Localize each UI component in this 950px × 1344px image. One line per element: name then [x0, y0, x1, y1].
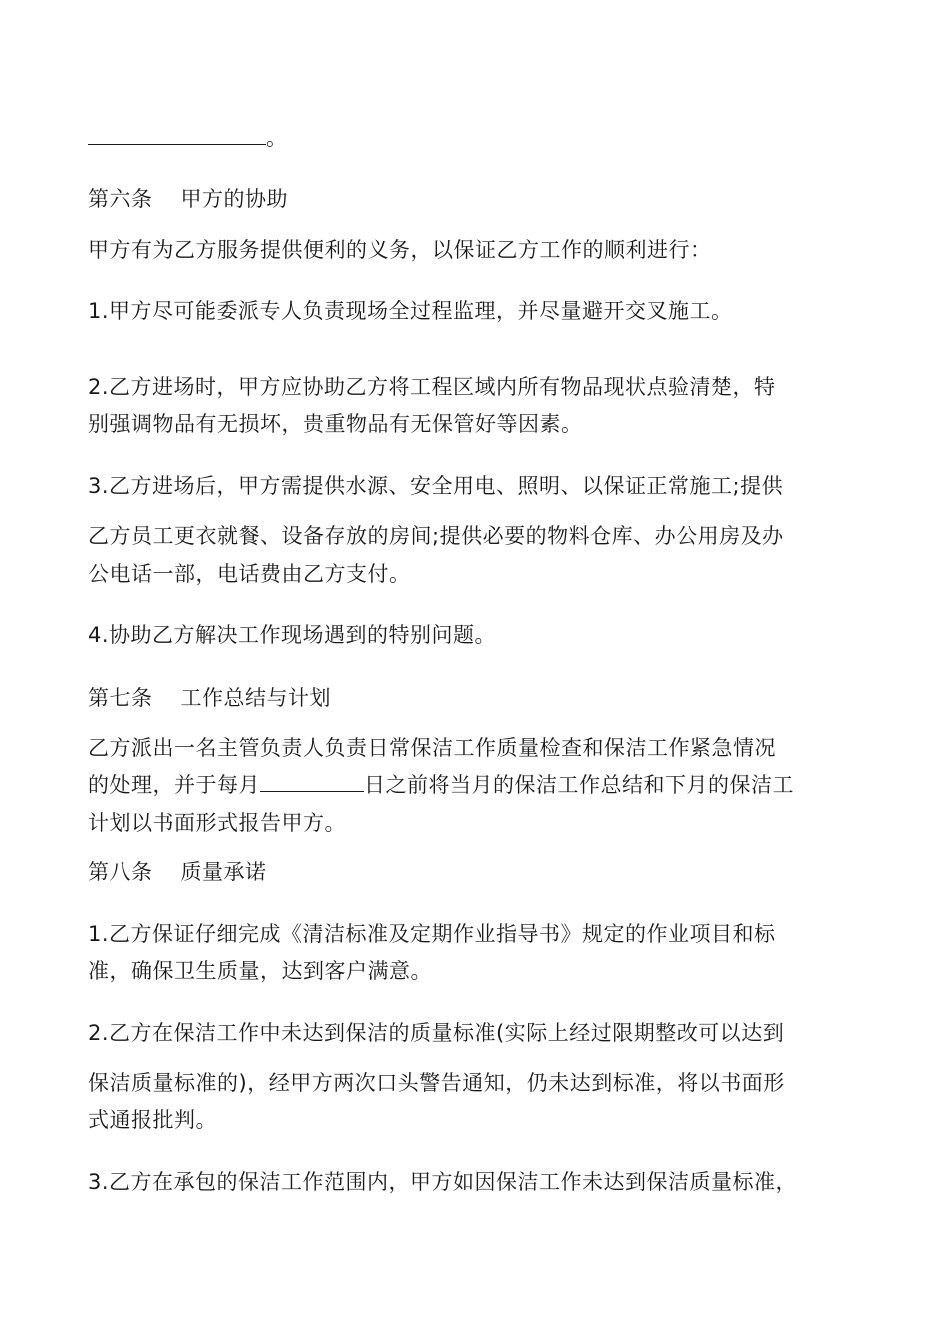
article6-intro: 甲方有为乙方服务提供便利的义务，以保证乙方工作的顺利进行： [88, 238, 712, 262]
article6-heading: 第六条 甲方的协助 [88, 187, 288, 211]
article7-para-line1: 乙方派出一名主管负责人负责日常保洁工作质量检查和保洁工作紧急情况 [88, 736, 776, 760]
article6-item1: 1.甲方尽可能委派专人负责现场全过程监理，并尽量避开交叉施工。 [88, 299, 733, 323]
article7-para-line2: 的处理，并于每月 日之前将当月的保洁工作总结和下月的保洁工 [88, 773, 794, 797]
article7-heading: 第七条 工作总结与计划 [88, 686, 331, 710]
article8-item2-line3: 式通报批判。 [88, 1108, 217, 1132]
article8-item1-line2: 准，确保卫生质量，达到客户满意。 [88, 959, 432, 983]
article6-item3-line3: 公电话一部，电话费由乙方支付。 [88, 562, 411, 586]
article6-item3-line1: 3.乙方进场后，甲方需提供水源、安全用电、照明、以保证正常施工;提供 [88, 474, 784, 498]
article6-item2-line1: 2.乙方进场时，甲方应协助乙方将工程区域内所有物品现状点验清楚，特 [88, 375, 776, 399]
article8-item1-line1: 1.乙方保证仔细完成《清洁标准及定期作业指导书》规定的作业项目和标 [88, 922, 776, 946]
article8-item3-line1: 3.乙方在承包的保洁工作范围内，甲方如因保洁工作未达到保洁质量标准， [88, 1170, 798, 1194]
article6-item4: 4.协助乙方解决工作现场遇到的特别问题。 [88, 623, 497, 647]
article8-heading: 第八条 质量承诺 [88, 860, 267, 884]
fill-in-blank [88, 124, 266, 145]
article6-item2-line2: 别强调物品有无损坏，贵重物品有无保管好等因素。 [88, 412, 583, 436]
article7-para-line3: 计划以书面形式报告甲方。 [88, 811, 346, 835]
fill-in-blank-day [260, 771, 364, 792]
article8-item2-line2: 保洁质量标准的)，经甲方两次口头警告通知，仍未达到标准，将以书面形 [88, 1071, 785, 1095]
blank-line-fragment: 。 [88, 124, 288, 152]
article8-item2-line1: 2.乙方在保洁工作中未达到保洁的质量标准(实际上经过限期整改可以达到 [88, 1021, 785, 1045]
article6-item3-line2: 乙方员工更衣就餐、设备存放的房间;提供必要的物料仓库、办公用房及办 [88, 524, 784, 548]
